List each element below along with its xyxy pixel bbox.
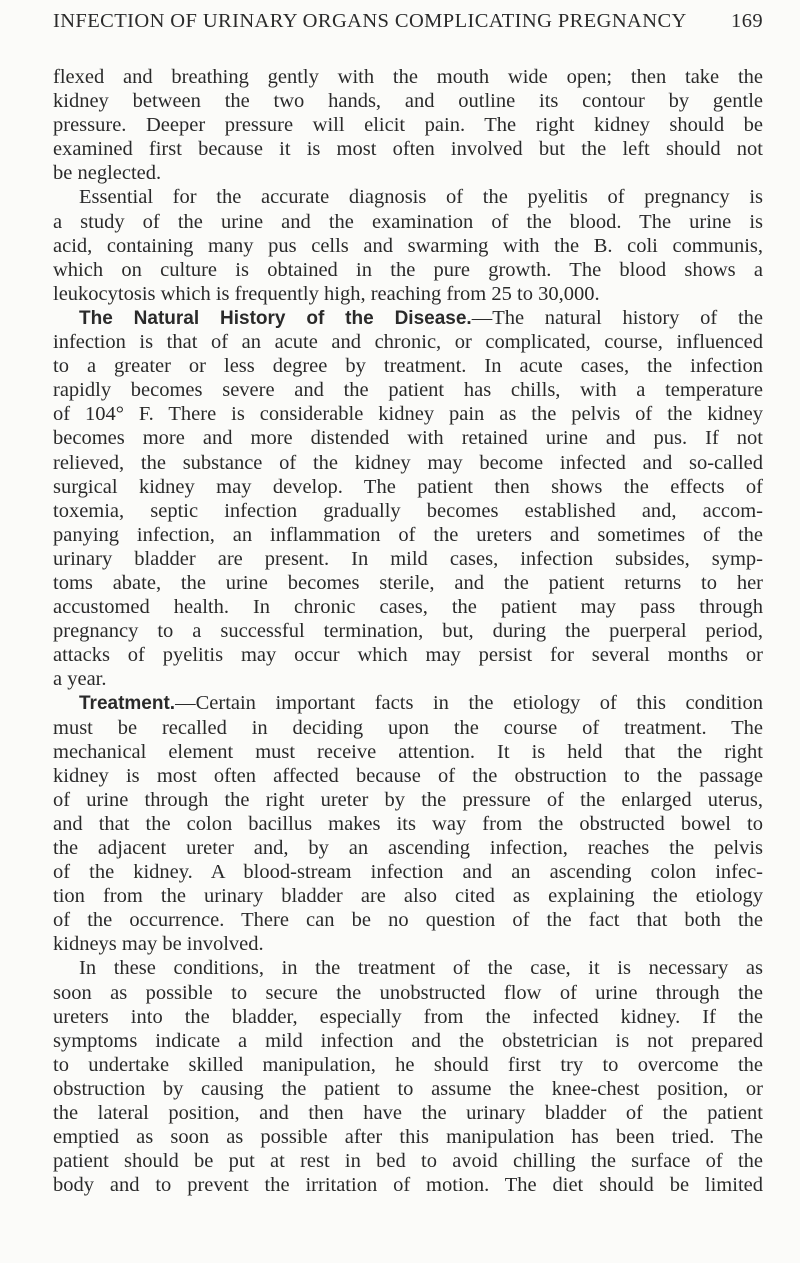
- text-line: [53, 908, 763, 932]
- text-line: [53, 547, 763, 571]
- line-text: becomes more and more distended with retained urine and pus. If not: [53, 427, 763, 450]
- line-text: kidney is most often affected because of the obstruction to the passage: [53, 764, 763, 787]
- text-line: [53, 1125, 763, 1149]
- line-text: soon as possible to secure the unobstructed flow of urine through the: [53, 981, 763, 1004]
- text-line: [53, 210, 763, 234]
- line-text: a study of the urine and the examination of the blood. The urine is: [53, 210, 763, 233]
- line-text: obstruction by causing the patient to assume the knee-chest position, or: [53, 1077, 763, 1100]
- line-text: pregnancy to a successful termination, but, during the puerperal period,: [53, 620, 763, 643]
- line-text: kidneys may be involved.: [53, 933, 264, 956]
- line-text: must be recalled in deciding upon the course of treatment. The: [53, 716, 763, 739]
- line-text: emptied as soon as possible after this manipulation has been tried. The: [53, 1126, 763, 1149]
- line-text: relieved, the substance of the kidney may become infected and so-called: [53, 451, 763, 474]
- text-line: [53, 691, 763, 715]
- body-text: [53, 65, 763, 1197]
- text-line: [53, 667, 763, 691]
- line-text: tion from the urinary bladder are also cited as explaining the etiology: [53, 885, 763, 908]
- text-line: [53, 595, 763, 619]
- text-line: [53, 426, 763, 450]
- line-text: accustomed health. In chronic cases, the patient may pass through: [53, 596, 763, 619]
- page-number: 169: [731, 10, 763, 32]
- line-text: attacks of pyelitis may occur which may persist for several months or: [53, 644, 763, 667]
- section-heading: The Natural History of the Disease.: [79, 307, 472, 329]
- text-line: [53, 956, 763, 980]
- line-text: panying infection, an inflammation of the ureters and sometimes of the: [53, 523, 763, 546]
- text-line: [53, 234, 763, 258]
- line-text: of the kidney. A blood-stream infection and an ascending colon infec-: [53, 861, 763, 884]
- line-text: flexed and breathing gently with the mouth wide open; then take the: [53, 66, 763, 88]
- text-line: [53, 282, 763, 306]
- text-line: [53, 523, 763, 547]
- line-text: —The natural history of the: [471, 306, 763, 329]
- line-text: toms abate, the urine becomes sterile, and the patient returns to her: [53, 571, 763, 594]
- text-line: [53, 378, 763, 402]
- text-line: [53, 137, 763, 161]
- text-line: [53, 1149, 763, 1173]
- line-text: acid, containing many pus cells and swarming with the B. coli communis,: [53, 234, 763, 257]
- text-line: [53, 836, 763, 860]
- line-text: In these conditions, in the treatment of the case, it is necessary as: [79, 957, 763, 980]
- text-line: [53, 981, 763, 1005]
- line-text: surgical kidney may develop. The patient then shows the effects of: [53, 475, 763, 498]
- book-page: [53, 10, 763, 1197]
- running-title: INFECTION OF URINARY ORGANS COMPLICATING PREGNANCY: [53, 10, 687, 32]
- line-text: Essential for the accurate diagnosis of the pyelitis of pregnancy is: [79, 186, 763, 209]
- text-line: [53, 1029, 763, 1053]
- text-line: [53, 330, 763, 354]
- text-line: [53, 451, 763, 475]
- text-line: [53, 1077, 763, 1101]
- text-line: [53, 185, 763, 209]
- text-line: [53, 740, 763, 764]
- text-line: [53, 619, 763, 643]
- text-line: [53, 643, 763, 667]
- text-line: [53, 89, 763, 113]
- text-line: [53, 65, 763, 89]
- line-text: to a greater or less degree by treatment. In acute cases, the infection: [53, 355, 763, 378]
- line-text: body and to prevent the irritation of motion. The diet should be limited: [53, 1174, 763, 1197]
- text-line: [53, 475, 763, 499]
- text-line: [53, 788, 763, 812]
- line-text: leukocytosis which is frequently high, reaching from 25 to 30,000.: [53, 282, 600, 305]
- text-line: [53, 716, 763, 740]
- line-text: examined first because it is most often involved but the left should not: [53, 138, 763, 161]
- line-text: of 104° F. There is considerable kidney pain as the pelvis of the kidney: [53, 403, 763, 426]
- running-head: [53, 10, 763, 44]
- line-text: to undertake skilled manipulation, he should first try to overcome the: [53, 1053, 763, 1076]
- line-text: of the occurrence. There can be no question of the fact that both the: [53, 909, 763, 932]
- line-text: pressure. Deeper pressure will elicit pain. The right kidney should be: [53, 114, 763, 137]
- text-line: [53, 1053, 763, 1077]
- text-line: [53, 113, 763, 137]
- text-line: [53, 1005, 763, 1029]
- line-text: mechanical element must receive attention. It is held that the right: [53, 740, 763, 763]
- line-text: a year.: [53, 668, 107, 691]
- section-heading: Treatment.: [79, 693, 176, 715]
- line-text: symptoms indicate a mild infection and the obstetrician is not prepared: [53, 1029, 763, 1052]
- line-text: the lateral position, and then have the urinary bladder of the patient: [53, 1102, 763, 1125]
- text-line: [53, 1101, 763, 1125]
- text-line: [53, 161, 763, 185]
- text-line: [53, 812, 763, 836]
- line-text: infection is that of an acute and chronic, or complicated, course, influenced: [53, 331, 763, 354]
- text-line: [53, 402, 763, 426]
- line-text: and that the colon bacillus makes its way from the obstructed bowel to: [53, 812, 763, 835]
- text-line: [53, 884, 763, 908]
- line-text: —Certain important facts in the etiology of this condition: [175, 692, 763, 715]
- line-text: rapidly becomes severe and the patient has chills, with a temperature: [53, 379, 763, 402]
- line-text: be neglected.: [53, 162, 162, 185]
- line-text: ureters into the bladder, especially from the infected kidney. If the: [53, 1005, 763, 1028]
- text-line: [53, 354, 763, 378]
- text-line: [53, 1173, 763, 1197]
- text-line: [53, 499, 763, 523]
- line-text: toxemia, septic infection gradually becomes established and, accom-: [53, 499, 763, 522]
- line-text: kidney between the two hands, and outline its contour by gentle: [53, 90, 763, 113]
- line-text: the adjacent ureter and, by an ascending infection, reaches the pelvis: [53, 837, 763, 859]
- line-text: patient should be put at rest in bed to avoid chilling the surface of the: [53, 1150, 763, 1173]
- text-line: [53, 764, 763, 788]
- text-line: [53, 860, 763, 884]
- line-text: which on culture is obtained in the pure growth. The blood shows a: [53, 258, 763, 281]
- text-line: [53, 258, 763, 282]
- text-line: [53, 306, 763, 330]
- line-text: urinary bladder are present. In mild cases, infection subsides, symp-: [53, 547, 763, 570]
- line-text: of urine through the right ureter by the pressure of the enlarged uterus,: [53, 788, 763, 811]
- text-line: [53, 571, 763, 595]
- text-line: [53, 932, 763, 956]
